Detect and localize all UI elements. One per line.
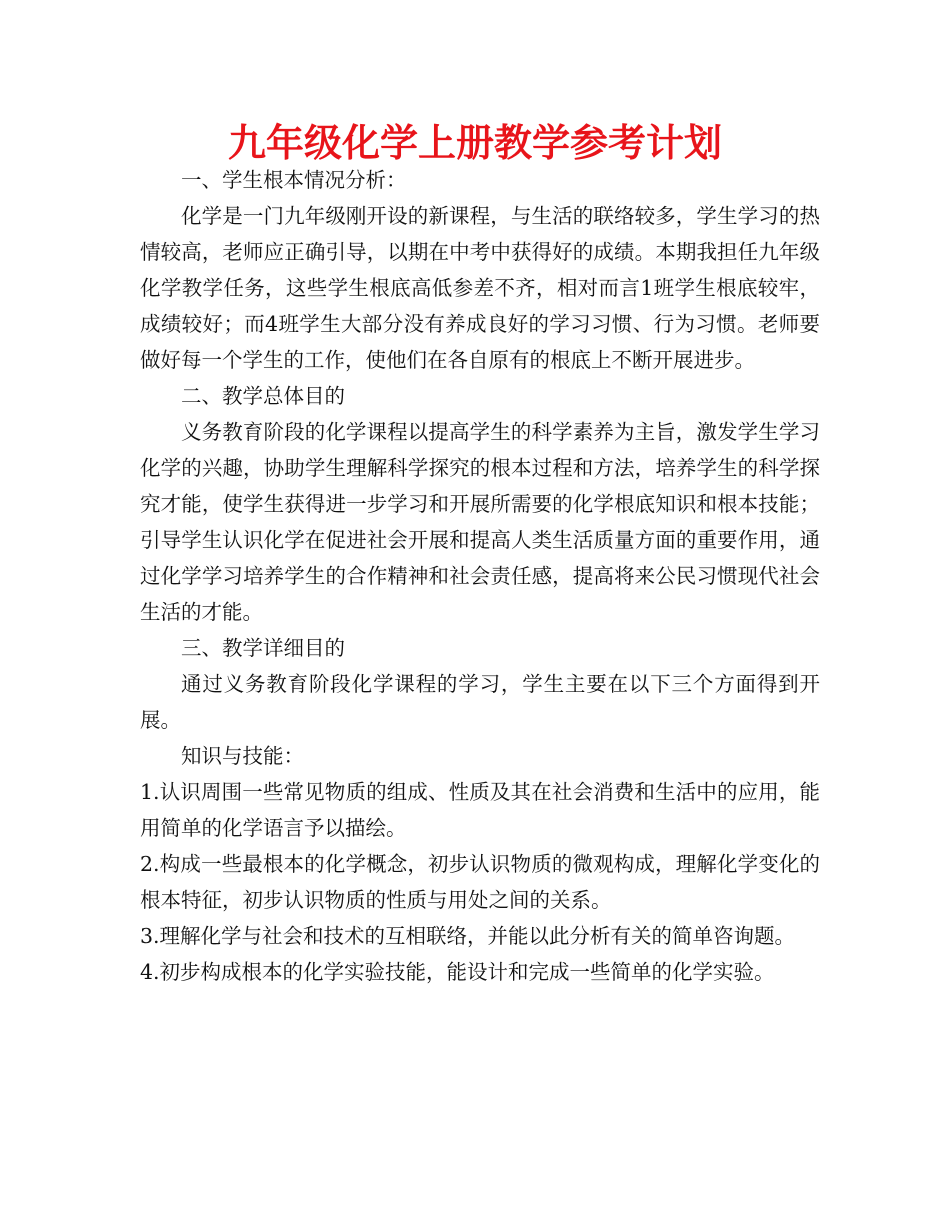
section-heading-3: 三、教学详细目的	[181, 636, 345, 660]
document-body	[140, 162, 820, 990]
list-item: 1.认识周围一些常见物质的组成、性质及其在社会消费和生活中的应用，能用简单的化学语言予以描绘。	[140, 780, 820, 840]
section-paragraph-1: 化学是一门九年级刚开设的新课程，与生活的联络较多，学生学习的热情较高，老师应正确引导，以期在中考中获得好的成绩。本期我担任九年级化学教学任务，这些学生根底高低参差不齐，相对而言1班学生根底较牢，成绩较好；而4班学生大部分没有养成良好的学习习惯、行为习惯。老师要做好每一个学生的工作，使他们在各自原有的根底上不断开展进步。	[140, 204, 820, 372]
section-paragraph-3: 通过义务教育阶段化学课程的学习，学生主要在以下三个方面得到开展。	[140, 672, 820, 732]
list-item: 2.构成一些最根本的化学概念，初步认识物质的微观构成，理解化学变化的根本特征，初步认识物质的性质与用处之间的关系。	[140, 852, 820, 912]
document-title: 九年级化学上册教学参考计划	[227, 121, 722, 165]
section-heading-2: 二、教学总体目的	[181, 384, 345, 408]
section-heading-1: 一、学生根本情况分析：	[181, 168, 407, 192]
knowledge-skills-heading: 知识与技能：	[181, 744, 304, 768]
list-item: 3.理解化学与社会和技术的互相联络，并能以此分析有关的简单咨询题。	[140, 924, 796, 948]
section-paragraph-2: 义务教育阶段的化学课程以提高学生的科学素养为主旨，激发学生学习化学的兴趣，协助学生理解科学探究的根本过程和方法，培养学生的科学探究才能，使学生获得进一步学习和开展所需要的化学根底知识和根本技能；引导学生认识化学在促进社会开展和提高人类生活质量方面的重要作用，通过化学学习培养学生的合作精神和社会责任感，提高将来公民习惯现代社会生活的才能。	[140, 420, 820, 624]
list-item: 4.初步构成根本的化学实验技能，能设计和完成一些简单的化学实验。	[140, 960, 775, 984]
